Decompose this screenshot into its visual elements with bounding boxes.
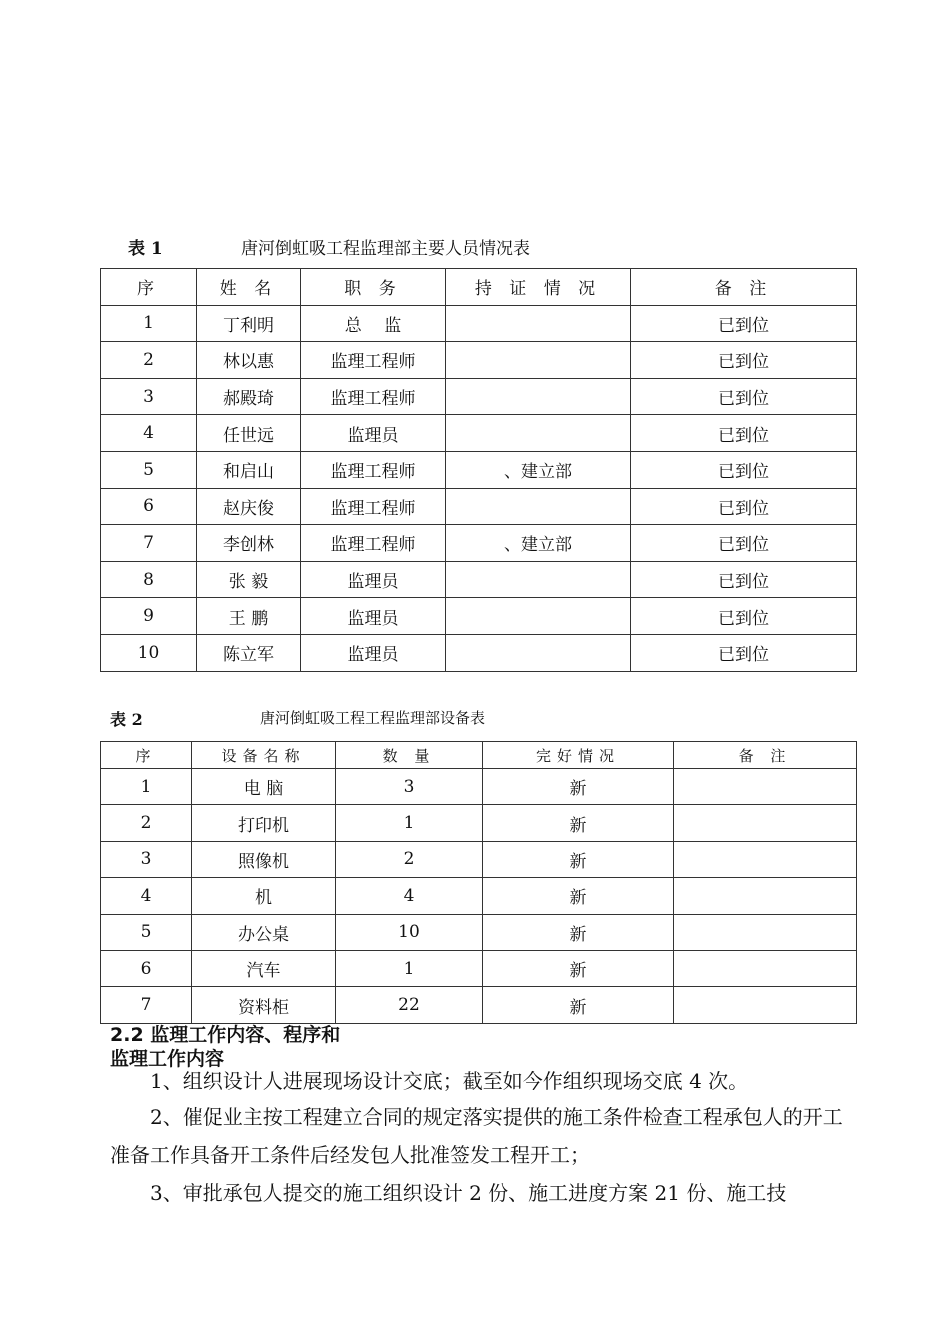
table1-cell: 已到位 — [631, 378, 857, 415]
table2-header-cell: 备 注 — [674, 742, 857, 769]
table1-label: 表 1 — [128, 239, 163, 259]
table2-cell: 新 — [483, 841, 674, 877]
table2-cell — [674, 769, 857, 805]
table2-caption — [110, 707, 710, 731]
table2-cell: 6 — [101, 950, 192, 986]
table2-header-row — [101, 742, 857, 769]
table-row — [101, 805, 857, 841]
table2-cell: 1 — [336, 805, 483, 841]
paragraph-1: 1、组织设计人进展现场设计交底；截至如今作组织现场交底 4 次。 — [150, 1069, 749, 1093]
table2-cell: 新 — [483, 950, 674, 986]
table2-cell: 1 — [336, 950, 483, 986]
table-row — [101, 950, 857, 986]
table1-cell: 、建立部 — [446, 451, 631, 488]
table1-cell: 已到位 — [631, 561, 857, 598]
table1-cell: 赵庆俊 — [197, 488, 301, 525]
table1-cell: 监理工程师 — [301, 488, 446, 525]
table-row — [101, 415, 857, 452]
table-row — [101, 634, 857, 671]
table2-title: 唐河倒虹吸工程工程监理部设备表 — [260, 709, 486, 727]
table1-cell: 监理员 — [301, 598, 446, 635]
table1-cell: 已到位 — [631, 488, 857, 525]
table2-cell: 4 — [101, 878, 192, 914]
table1-cell: 丁利明 — [197, 305, 301, 342]
table1-cell: 已到位 — [631, 305, 857, 342]
section-heading: 2.2 监理工作内容、程序和 — [110, 1024, 341, 1046]
table1-cell: 总 监 — [301, 305, 446, 342]
table1-cell: 李创林 — [197, 525, 301, 562]
table2-cell: 1 — [101, 769, 192, 805]
table1-cell: 和启山 — [197, 451, 301, 488]
table2-cell: 新 — [483, 769, 674, 805]
table-row — [101, 914, 857, 950]
table1-cell: 4 — [101, 415, 197, 452]
table2-cell: 3 — [101, 841, 192, 877]
table2-cell: 新 — [483, 914, 674, 950]
table1-cell: 、建立部 — [446, 525, 631, 562]
table1-header-cell: 姓 名 — [197, 269, 301, 306]
table2-cell: 22 — [336, 987, 483, 1023]
table2-cell: 汽车 — [192, 950, 336, 986]
table1-cell: 已到位 — [631, 634, 857, 671]
table2-header-cell: 序 — [101, 742, 192, 769]
table1-header-cell: 持 证 情 况 — [446, 269, 631, 306]
table2-cell: 新 — [483, 987, 674, 1023]
personnel-table — [100, 268, 857, 672]
section-subheading: 监理工作内容 — [110, 1048, 225, 1070]
table1-cell — [446, 305, 631, 342]
table2-cell — [674, 841, 857, 877]
table1-cell: 任世远 — [197, 415, 301, 452]
table2-header-cell: 完好情况 — [483, 742, 674, 769]
table1-cell — [446, 634, 631, 671]
table2-cell: 电 脑 — [192, 769, 336, 805]
table1-cell: 监理员 — [301, 415, 446, 452]
table2-header-cell: 设备名称 — [192, 742, 336, 769]
table1-cell: 6 — [101, 488, 197, 525]
table1-cell: 监理工程师 — [301, 525, 446, 562]
table-row — [101, 525, 857, 562]
table2-cell: 资料柜 — [192, 987, 336, 1023]
table-row — [101, 451, 857, 488]
table2-cell — [674, 914, 857, 950]
table-row — [101, 878, 857, 914]
table2-cell: 7 — [101, 987, 192, 1023]
table1-cell: 张 毅 — [197, 561, 301, 598]
table1-cell: 7 — [101, 525, 197, 562]
table1-header-row — [101, 269, 857, 306]
table-row — [101, 987, 857, 1023]
table1-cell: 监理员 — [301, 561, 446, 598]
table-row — [101, 342, 857, 379]
table2-label: 表 2 — [110, 710, 143, 729]
table1-cell — [446, 415, 631, 452]
table2-cell: 4 — [336, 878, 483, 914]
table2-cell: 新 — [483, 878, 674, 914]
table1-cell: 郝殿琦 — [197, 378, 301, 415]
table1-cell: 8 — [101, 561, 197, 598]
table-row — [101, 305, 857, 342]
table1-title: 唐河倒虹吸工程监理部主要人员情况表 — [241, 239, 530, 259]
table1-cell: 陈立军 — [197, 634, 301, 671]
paragraph-2: 2、催促业主按工程建立合同的规定落实提供的施工条件检查工程承包人的开工准备工作具备开工条件后经发包人批准签发工程开工； — [110, 1105, 843, 1167]
table-row — [101, 378, 857, 415]
table2-cell: 2 — [101, 805, 192, 841]
table2-cell — [674, 950, 857, 986]
table1-cell: 监理工程师 — [301, 451, 446, 488]
table2-cell — [674, 878, 857, 914]
paragraph-3: 3、审批承包人提交的施工组织设计 2 份、施工进度方案 21 份、施工技 — [150, 1181, 787, 1205]
table1-cell: 9 — [101, 598, 197, 635]
table1-cell: 已到位 — [631, 451, 857, 488]
table1-cell — [446, 488, 631, 525]
table2-cell: 5 — [101, 914, 192, 950]
table-row — [101, 769, 857, 805]
table1-cell: 已到位 — [631, 342, 857, 379]
table1-cell: 1 — [101, 305, 197, 342]
table1-cell: 监理工程师 — [301, 342, 446, 379]
table1-cell: 监理员 — [301, 634, 446, 671]
table-row — [101, 841, 857, 877]
table1-cell — [446, 598, 631, 635]
equipment-table — [100, 741, 857, 1024]
table2-header-cell: 数 量 — [336, 742, 483, 769]
table2-cell: 2 — [336, 841, 483, 877]
table1-cell: 2 — [101, 342, 197, 379]
table1-header-cell: 序 — [101, 269, 197, 306]
table2-cell — [674, 805, 857, 841]
table1-header-cell: 职 务 — [301, 269, 446, 306]
table2-cell: 机 — [192, 878, 336, 914]
table1-cell: 5 — [101, 451, 197, 488]
table2-cell: 10 — [336, 914, 483, 950]
table1-cell: 监理工程师 — [301, 378, 446, 415]
table1-cell: 10 — [101, 634, 197, 671]
table1-cell — [446, 342, 631, 379]
table1-cell: 已到位 — [631, 598, 857, 635]
table-row — [101, 488, 857, 525]
table-row — [101, 561, 857, 598]
table1-caption — [128, 234, 728, 258]
table2-cell: 照像机 — [192, 841, 336, 877]
table2-cell: 办公桌 — [192, 914, 336, 950]
table1-cell: 林以惠 — [197, 342, 301, 379]
table2-cell: 新 — [483, 805, 674, 841]
table2-cell: 3 — [336, 769, 483, 805]
table2-cell: 打印机 — [192, 805, 336, 841]
table1-header-cell: 备 注 — [631, 269, 857, 306]
table2-cell — [674, 987, 857, 1023]
table1-cell: 王 鹏 — [197, 598, 301, 635]
table1-cell — [446, 561, 631, 598]
table1-cell: 3 — [101, 378, 197, 415]
table-row — [101, 598, 857, 635]
table1-cell — [446, 378, 631, 415]
table1-cell: 已到位 — [631, 415, 857, 452]
table1-cell: 已到位 — [631, 525, 857, 562]
